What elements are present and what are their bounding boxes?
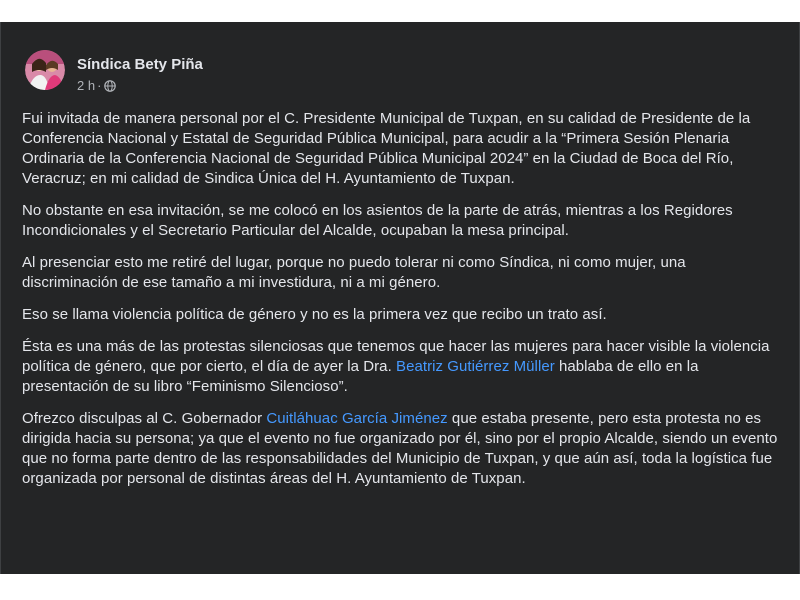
paragraph-text: hablaba de ello en la presentación de su libro “Feminismo Silencioso”.	[22, 358, 699, 395]
post-paragraph-1: Fui invitada de manera personal por el C. Presidente Municipal de Tuxpan, en su calidad de Presidente de la Conferencia Nacional y Estatal de Seguridad Pública Municipal, para acudir a la “Primera Sesión Plenaria Ordinaria de la Conferencia Nacional de Seguridad Pública Municipal 2024” en la Ciudad de Boca del Río, Veracruz; en mi calidad de Sindica Única del H. Ayuntamiento de Tuxpan.	[22, 110, 751, 187]
post-paragraph-2: No obstante en esa invitación, se me colocó en los asientos de la parte de atrás, mientras a los Regidores Incondicionales y el Secretario Particular del Alcalde, ocupaban la mesa principal.	[22, 202, 733, 239]
paragraph-text: Ésta es una más de las protestas silenciosas que tenemos que hacer las mujeres para hacer visible la violencia política de género, que por cierto, el día de ayer la Dra.	[22, 338, 770, 375]
mention-link-beatriz[interactable]: Beatriz Gutiérrez Müller	[396, 358, 555, 375]
paragraph-text: que estaba presente, pero esta protesta no es dirigida hacia su persona; ya que el evento no fue organizado por él, sino por el propio Alcalde, siendo un evento que no forma parte dentro de las responsabilidades del Municipio de Tuxpan, y que aún así, toda la logística fue organizada por personal de distintas áreas del H. Ayuntamiento de Tuxpan.	[22, 410, 778, 487]
facebook-post	[0, 22, 800, 574]
post-paragraph-5	[22, 337, 782, 397]
post-paragraph-3: Al presenciar esto me retiré del lugar, porque no puedo tolerar ni como Síndica, ni como mujer, una discriminación de ese tamaño a mi investidura, ni a mi género.	[22, 254, 686, 291]
profile-photo-icon	[25, 50, 65, 90]
post-meta	[77, 78, 116, 93]
post-paragraph-4: Eso se llama violencia política de género y no es la primera vez que recibo un trato así.	[22, 306, 607, 323]
post-author-name[interactable]: Síndica Bety Piña	[77, 56, 203, 73]
paragraph-text: Ofrezco disculpas al C. Gobernador	[22, 410, 267, 427]
meta-separator: ·	[97, 78, 102, 93]
post-timestamp[interactable]: 2 h	[77, 78, 96, 93]
mention-link-cuitlahuac[interactable]: Cuitláhuac García Jiménez	[266, 410, 448, 427]
globe-icon[interactable]	[104, 80, 116, 92]
post-paragraph-6	[22, 409, 782, 489]
post-body	[22, 109, 782, 501]
avatar[interactable]	[25, 50, 65, 90]
